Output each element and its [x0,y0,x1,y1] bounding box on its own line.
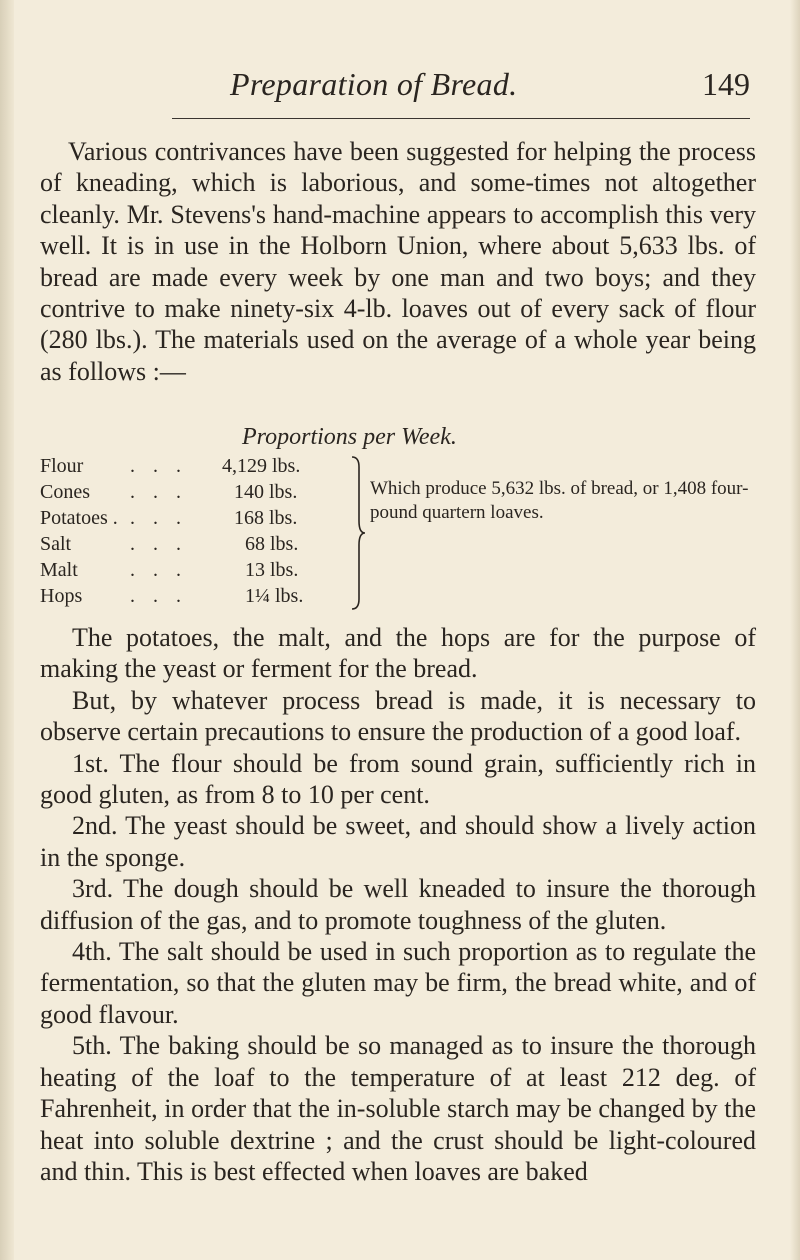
paragraph-fourth: 4th. The salt should be used in such proportion as to regulate the fermentation, so that the gluten may be firm, the bread white, and of good flavour. [40,937,756,1029]
ingredient-quantity: 140 lbs. [234,481,298,503]
page-number: 149 [702,66,750,102]
page-edge-right [790,0,800,1260]
page-edge-left [0,0,14,1260]
ingredient-name: Salt [40,533,72,555]
ingredient-quantity: 13 lbs. [245,559,299,581]
ingredient-quantity: 4,129 lbs. [222,455,301,477]
ingredient-name: Hops [40,585,83,607]
page-header [230,66,750,112]
leader-dots: ... [130,533,199,555]
paragraph-precautions: But, by whatever process bread is made, it is necessary to observe certain precautions to ensure the production of a good loaf. [40,685,756,747]
ingredient-quantity: 1¼ lbs. [245,585,304,607]
yield-note: Which produce 5,632 lbs. of bread, or 1,408 four-pound quartern loaves. [370,478,749,523]
header-rule [172,118,750,119]
paragraph-third: 3rd. The dough should be well kneaded to insure the thorough diffusion of the gas, and to promote toughness of the gluten. [40,874,756,935]
leader-dots: ... [130,559,199,581]
leader-dots: ... [130,507,199,529]
table-caption: Proportions per Week. [242,424,457,450]
ingredient-quantity: 68 lbs. [245,533,299,555]
paragraph-hops: The potatoes, the malt, and the hops are for the purpose of making the yeast or ferment for the bread. [40,623,756,684]
proportions-table [40,453,756,619]
right-brace-icon [350,455,366,611]
running-title: Preparation of Bread. [230,66,518,102]
paragraph-fifth: 5th. The baking should be so managed as to insure the thorough heating of the loaf to the temperature of at least 212 deg. of Fahrenheit, in order that the in-soluble starch may be changed by the heat into soluble dextrine ; and the crust should be light-coloured and thin. This is best effected when loaves are baked [40,1031,756,1186]
paragraph-second: 2nd. The yeast should be sweet, and should show a lively action in the sponge. [40,811,756,872]
intro-paragraph: Various contrivances have been suggested for helping the process of kneading, which is laborious, and some-times not altogether cleanly. Mr. Stevens's hand-machine appears to accomplish this very well. It is in use in the Holborn Union, where about 5,633 lbs. of bread are made every week by one man and two boys; and they contrive to make ninety-six 4-lb. loaves out of every sack of flour (280 lbs.). The materials used on the average of a whole year being as follows :— [40,137,756,386]
leader-dots: ... [130,455,199,477]
ingredient-quantity: 168 lbs. [234,507,298,529]
ingredient-name: Cones [40,481,90,503]
paragraph-first: 1st. The flour should be from sound grain, sufficiently rich in good gluten, as from 8 to 10 per cent. [40,748,756,810]
ingredient-name: Flour [40,455,84,477]
leader-dots: ... [130,585,199,607]
body-paragraphs [40,622,756,1187]
ingredient-name: Malt [40,559,78,581]
ingredient-name: Potatoes . [40,507,118,529]
leader-dots: ... [130,481,199,503]
